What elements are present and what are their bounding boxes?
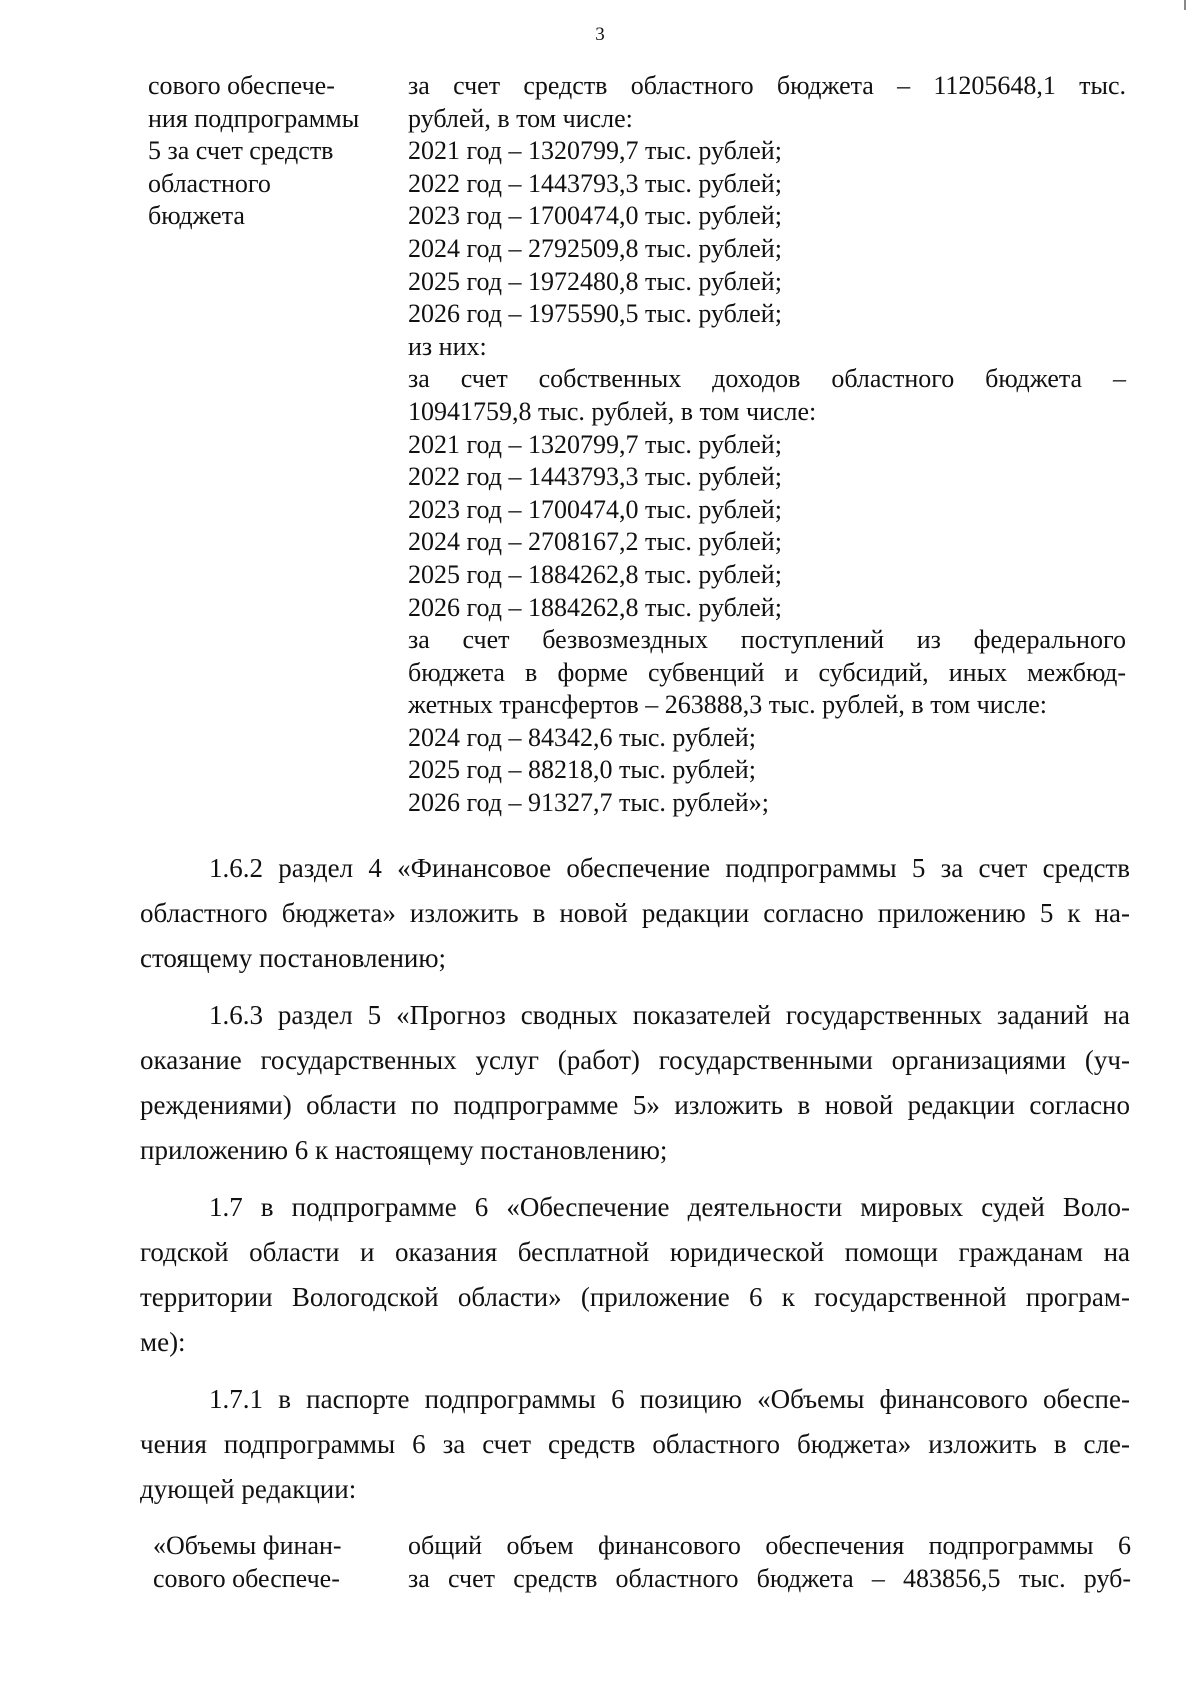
- right-cell-line: 2023 год – 1700474,0 тыс. рублей;: [408, 494, 782, 524]
- left-cell-line: сового обеспече-: [148, 71, 335, 100]
- paragraph-gap: [140, 1365, 1130, 1377]
- paragraph-1-7-1: [140, 1377, 1130, 1512]
- paragraph-line: территории Вологодской области» (приложение 6 к государственной програм-: [140, 1282, 1130, 1312]
- page-number: 3: [595, 24, 605, 45]
- right-cell-line: за счет средств областного бюджета – 483856,5 тыс. руб-: [408, 1563, 1131, 1593]
- right-cell-line: 2025 год – 1972480,8 тыс. рублей;: [408, 266, 782, 296]
- right-cell-line: 2022 год – 1443793,3 тыс. рублей;: [408, 168, 782, 198]
- right-cell-line: 2024 год – 2792509,8 тыс. рублей;: [408, 233, 782, 263]
- paragraph-1-7: [140, 1185, 1130, 1365]
- paragraph-line: областного бюджета» изложить в новой редакции согласно приложению 5 к на-: [140, 898, 1130, 928]
- right-cell-line: 2026 год – 1884262,8 тыс. рублей;: [408, 592, 782, 622]
- right-cell-line: 2024 год – 2708167,2 тыс. рублей;: [408, 527, 782, 557]
- left-cell-line: «Объемы финан-: [153, 1531, 342, 1560]
- left-cell-line: 5 за счет средств: [148, 136, 334, 166]
- right-cell-line: 2026 год – 91327,7 тыс. рублей»;: [408, 788, 769, 818]
- paragraph-line: стоящему постановлению;: [140, 943, 447, 973]
- right-cell-line: за счет безвозмездных поступлений из федерального: [408, 625, 1126, 655]
- paragraph-line: 1.7.1 в паспорте подпрограммы 6 позицию «Объемы финансового обеспе-: [209, 1384, 1130, 1414]
- paragraph-gap: [140, 981, 1130, 993]
- left-cell-line: ния подпрограммы: [148, 103, 360, 133]
- right-cell-line: 2024 год – 84342,6 тыс. рублей;: [408, 722, 756, 752]
- paragraph-line: приложению 6 к настоящему постановлению;: [140, 1135, 668, 1165]
- left-cell-line: бюджета: [148, 201, 245, 231]
- funding-table-left-column: [153, 1530, 408, 1595]
- right-cell-line: 2021 год – 1320799,7 тыс. рублей;: [408, 136, 782, 166]
- paragraph-line: дующей редакции:: [140, 1474, 357, 1504]
- paragraph-line: 1.6.2 раздел 4 «Финансовое обеспечение подпрограммы 5 за счет средств: [209, 853, 1130, 883]
- paragraph-line: 1.6.3 раздел 5 «Прогноз сводных показателей государственных заданий на: [209, 1000, 1130, 1030]
- right-cell-line: 10941759,8 тыс. рублей, в том числе:: [408, 396, 817, 426]
- document-body: [140, 846, 1130, 1512]
- right-cell-line: жетных трансфертов – 263888,3 тыс. рублей, в том числе:: [408, 690, 1047, 720]
- funding-table-subprogram-6: [153, 1530, 1131, 1595]
- funding-table-right-column: [408, 70, 1126, 820]
- paragraph-line: чения подпрограммы 6 за счет средств областного бюджета» изложить в сле-: [140, 1429, 1130, 1459]
- scan-edge-mark: [1184, 0, 1186, 10]
- right-cell-line: 2022 год – 1443793,3 тыс. рублей;: [408, 462, 782, 492]
- left-cell-line: областного: [148, 168, 271, 198]
- right-cell-line: за счет средств областного бюджета – 11205648,1 тыс.: [408, 71, 1126, 100]
- paragraph-1-6-3: [140, 993, 1130, 1173]
- funding-table-subprogram-5: [148, 70, 1126, 820]
- right-cell-line: рублей, в том числе:: [408, 103, 633, 133]
- right-cell-line: 2026 год – 1975590,5 тыс. рублей;: [408, 299, 782, 329]
- left-cell-line: сового обеспече-: [153, 1563, 340, 1593]
- right-cell-line: общий объем финансового обеспечения подпрограммы 6: [408, 1531, 1131, 1560]
- funding-table-right-column: [408, 1530, 1131, 1595]
- right-cell-line: за счет собственных доходов областного бюджета –: [408, 364, 1126, 394]
- paragraph-line: годской области и оказания бесплатной юридической помощи гражданам на: [140, 1237, 1130, 1267]
- right-cell-line: 2023 год – 1700474,0 тыс. рублей;: [408, 201, 782, 231]
- right-cell-line: 2025 год – 88218,0 тыс. рублей;: [408, 755, 756, 785]
- paragraph-line: оказание государственных услуг (работ) государственными организациями (уч-: [140, 1045, 1130, 1075]
- right-cell-line: бюджета в форме субвенций и субсидий, иных межбюд-: [408, 657, 1126, 687]
- paragraph-1-6-2: [140, 846, 1130, 981]
- right-cell-line: 2025 год – 1884262,8 тыс. рублей;: [408, 559, 782, 589]
- funding-table-left-column: [148, 70, 408, 820]
- right-cell-line: из них:: [408, 331, 487, 361]
- right-cell-line: 2021 год – 1320799,7 тыс. рублей;: [408, 429, 782, 459]
- paragraph-line: ме):: [140, 1327, 186, 1357]
- paragraph-line: 1.7 в подпрограмме 6 «Обеспечение деятельности мировых судей Воло-: [209, 1192, 1130, 1222]
- paragraph-line: реждениями) области по подпрограмме 5» изложить в новой редакции согласно: [140, 1090, 1130, 1120]
- paragraph-gap: [140, 1173, 1130, 1185]
